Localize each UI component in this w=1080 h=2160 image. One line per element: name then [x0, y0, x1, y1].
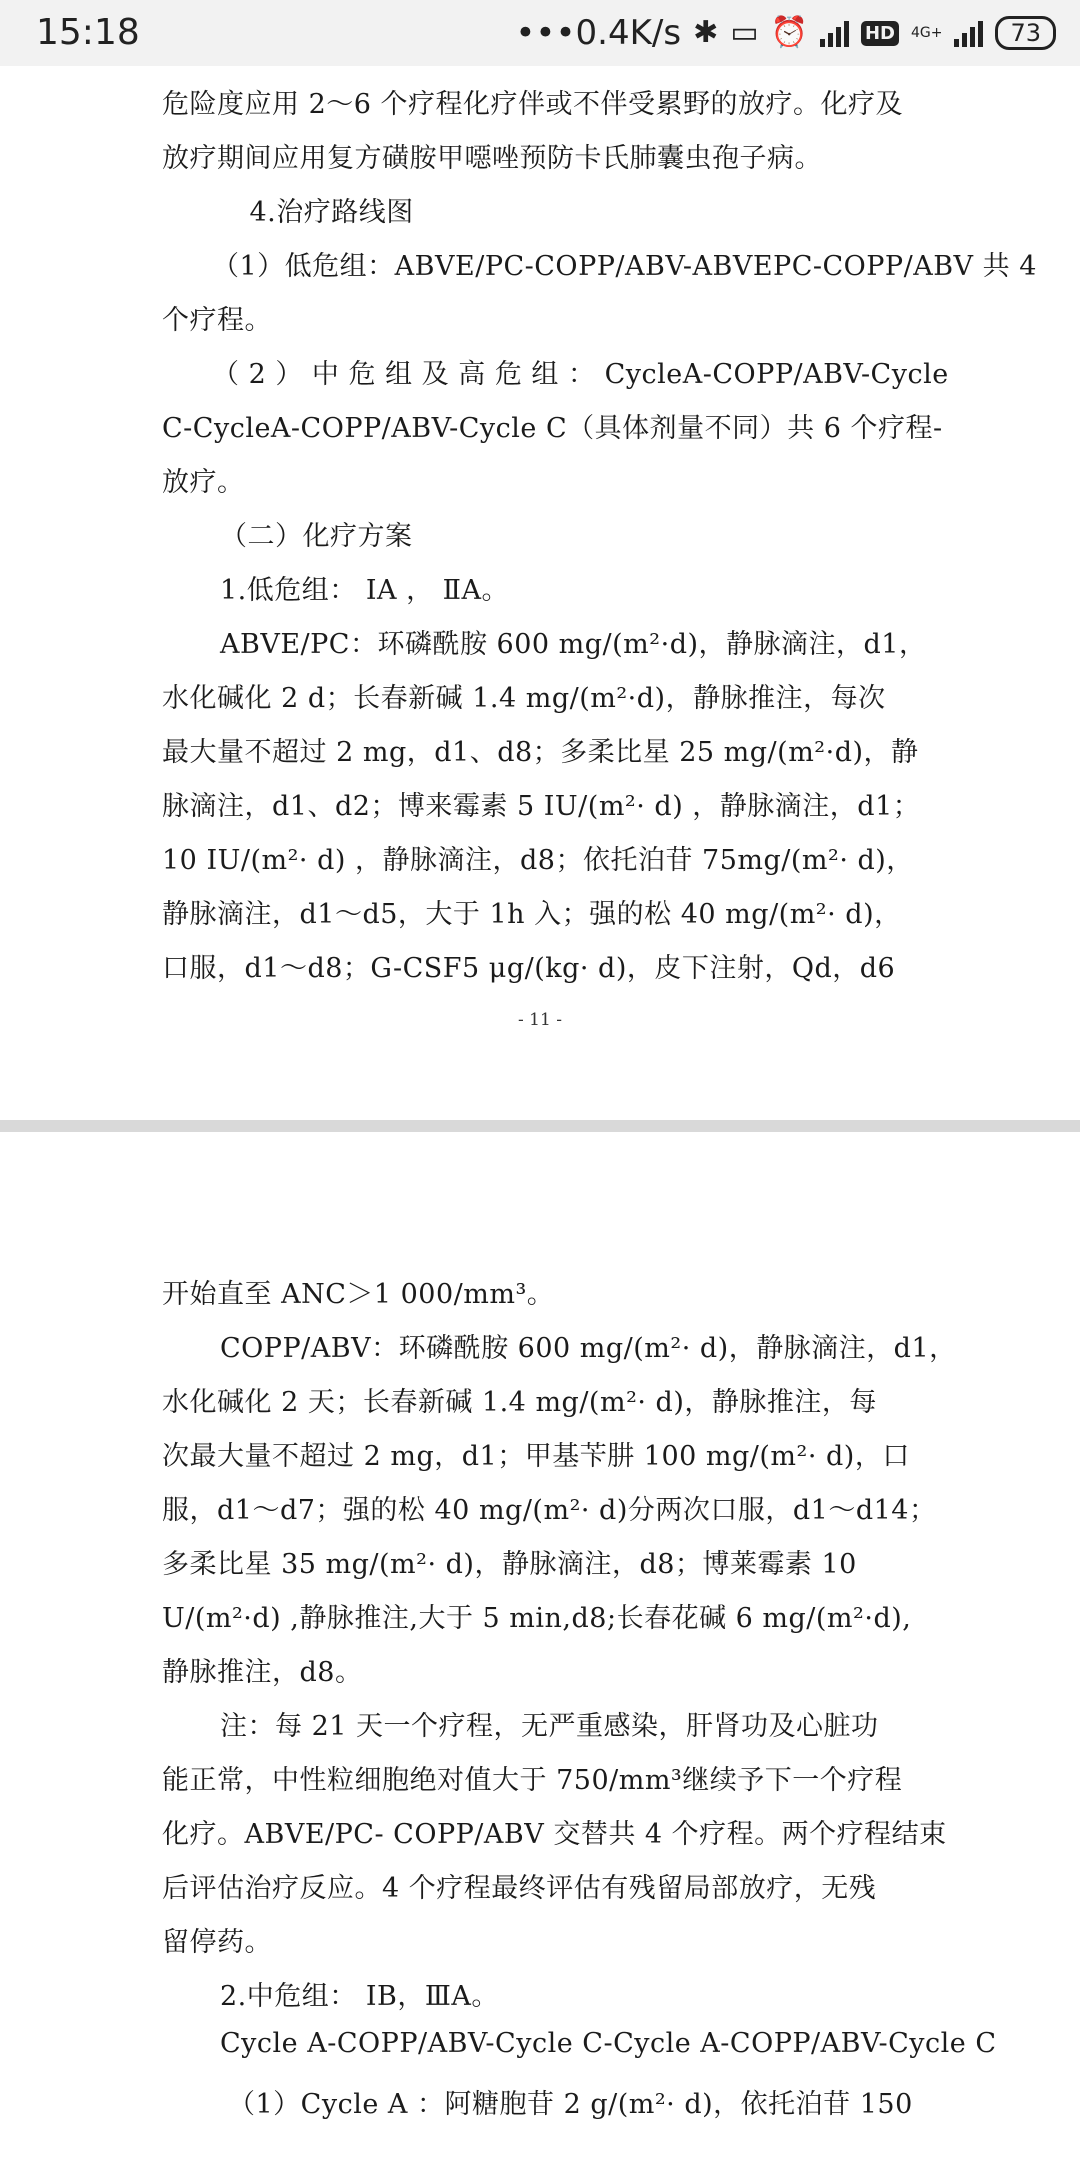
hd-badge: HD	[861, 21, 899, 46]
text-line: （1）低危组：ABVE/PC-COPP/ABV-ABVEPC-COPP/ABV 共 4	[212, 251, 1037, 282]
text-line: U/(m²·d) ,静脉推注,大于 5 min,d8;长春花碱 6 mg/(m²·d),	[162, 1603, 912, 1634]
text-line: 放疗期间应用复方磺胺甲噁唑预防卡氏肺囊虫孢子病。	[162, 143, 822, 174]
text-line: 静脉滴注，d1～d5，大于 1h 入；强的松 40 mg/(m²· d)，	[162, 899, 902, 930]
status-icons	[515, 10, 1056, 56]
text-line: 个疗程。	[162, 305, 272, 336]
document-page-11[interactable]	[0, 66, 1080, 1120]
signal-2-icon	[954, 19, 983, 47]
network-type: 4G+	[910, 25, 943, 41]
text-line: 服，d1～d7；强的松 40 mg/(m²· d)分两次口服，d1～d14；	[162, 1495, 937, 1526]
page-number: - 11 -	[518, 1010, 562, 1030]
text-line: 留停药。	[162, 1927, 272, 1958]
text-line: 放疗。	[162, 467, 245, 498]
text-line: （ 2 ） 中 危 组 及 高 危 组 ： CycleA-COPP/ABV-Cycle	[212, 359, 949, 390]
text-line: 水化碱化 2 天；长春新碱 1.4 mg/(m²· d)，静脉推注，每	[162, 1387, 877, 1418]
alarm-icon: ⏰	[770, 15, 808, 50]
page-separator	[0, 1120, 1080, 1132]
text-line: 化疗。ABVE/PC- COPP/ABV 交替共 4 个疗程。两个疗程结束	[162, 1819, 947, 1850]
bluetooth-icon: ✱	[693, 15, 719, 50]
battery-indicator: 73	[995, 16, 1056, 50]
text-line: COPP/ABV：环磷酰胺 600 mg/(m²· d)，静脉滴注，d1，	[220, 1333, 957, 1364]
section-heading: 4.治疗路线图	[222, 197, 414, 228]
status-time: 15:18	[36, 12, 140, 53]
text-line: 后评估治疗反应。4 个疗程最终评估有残留局部放疗，无残	[162, 1873, 877, 1904]
vibrate-icon: ▭	[730, 15, 759, 50]
text-line: 静脉推注，d8。	[162, 1657, 363, 1688]
text-line: 最大量不超过 2 mg，d1、d8；多柔比星 25 mg/(m²·d)，静	[162, 737, 919, 768]
network-speed: •••0.4K/s	[515, 13, 682, 53]
text-line: ABVE/PC：环磷酰胺 600 mg/(m²·d)，静脉滴注，d1，	[220, 629, 927, 660]
text-line: 次最大量不超过 2 mg，d1；甲基苄肼 100 mg/(m²· d)，口	[162, 1441, 910, 1472]
text-line: 能正常，中性粒细胞绝对值大于 750/mm³继续予下一个疗程	[162, 1765, 903, 1796]
text-line: 脉滴注，d1、d2；博来霉素 5 IU/(m²· d) ，静脉滴注，d1；	[162, 791, 921, 822]
section-heading: （二）化疗方案	[220, 521, 413, 552]
signal-icon	[820, 19, 849, 47]
subsection-heading: 1.低危组： ⅠA ， ⅡA。	[220, 575, 510, 606]
text-line: 10 IU/(m²· d) ，静脉滴注，d8；依托泊苷 75mg/(m²· d)，	[162, 845, 914, 876]
text-line: 开始直至 ANC＞1 000/mm³。	[162, 1279, 555, 1310]
status-bar	[0, 0, 1080, 66]
text-line: 水化碱化 2 d；长春新碱 1.4 mg/(m²·d)，静脉推注，每次	[162, 683, 886, 714]
document-page-12[interactable]	[0, 1132, 1080, 2160]
text-line: Cycle A-COPP/ABV-Cycle C-Cycle A-COPP/ABV-Cycle C	[220, 2028, 997, 2059]
text-line: 多柔比星 35 mg/(m²· d)，静脉滴注，d8；博莱霉素 10	[162, 1549, 857, 1580]
subsection-heading: 2.中危组： ⅠB，ⅢA。	[220, 1981, 499, 2012]
text-line: 危险度应用 2～6 个疗程化疗伴或不伴受累野的放疗。化疗及	[162, 89, 904, 120]
text-line: 口服，d1～d8；G-CSF5 μg/(kg· d)，皮下注射，Qd，d6	[162, 953, 896, 984]
note-line: 注：每 21 天一个疗程，无严重感染，肝肾功及心脏功	[220, 1711, 879, 1742]
text-line: C-CycleA-COPP/ABV-Cycle C（具体剂量不同）共 6 个疗程-	[162, 413, 943, 444]
text-line: （1）Cycle A ：阿糖胞苷 2 g/(m²· d)，依托泊苷 150	[228, 2089, 913, 2120]
